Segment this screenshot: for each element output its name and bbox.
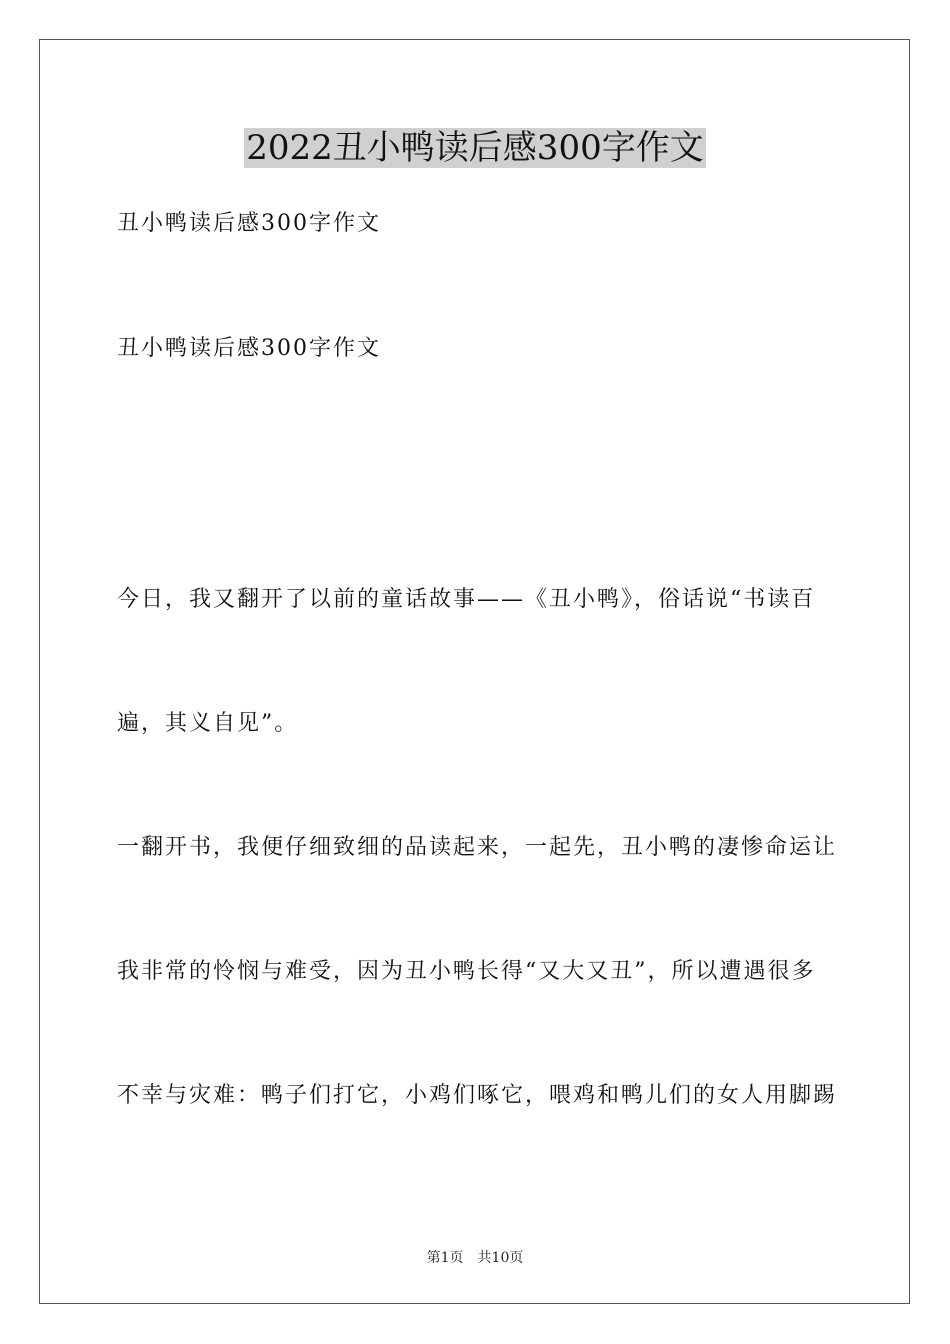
document-title-text: 2022丑小鸭读后感300字作文 [246,128,704,168]
body-line-1: 今日，我又翻开了以前的童话故事——《丑小鸭》，俗话说“书读百 [117,587,816,612]
document-title [0,126,950,170]
body-line-5: 不幸与灾难：鸭子们打它，小鸡们啄它，喂鸡和鸭儿们的女人用脚踢 [117,1083,838,1108]
subtitle-line-1: 丑小鸭读后感300字作文 [117,211,381,236]
subtitle-line-2: 丑小鸭读后感300字作文 [117,336,381,361]
body-line-3: 一翻开书，我便仔细致细的品读起来，一起先，丑小鸭的凄惨命运让 [117,835,838,860]
page-number: 第1页 [426,1250,464,1266]
page-total: 共10页 [477,1250,524,1266]
body-line-2: 遍，其义自见”。 [117,711,299,736]
page-footer [0,1248,950,1268]
body-line-4: 我非常的怜悯与难受，因为丑小鸭长得“又大又丑”，所以遭遇很多 [117,959,816,984]
